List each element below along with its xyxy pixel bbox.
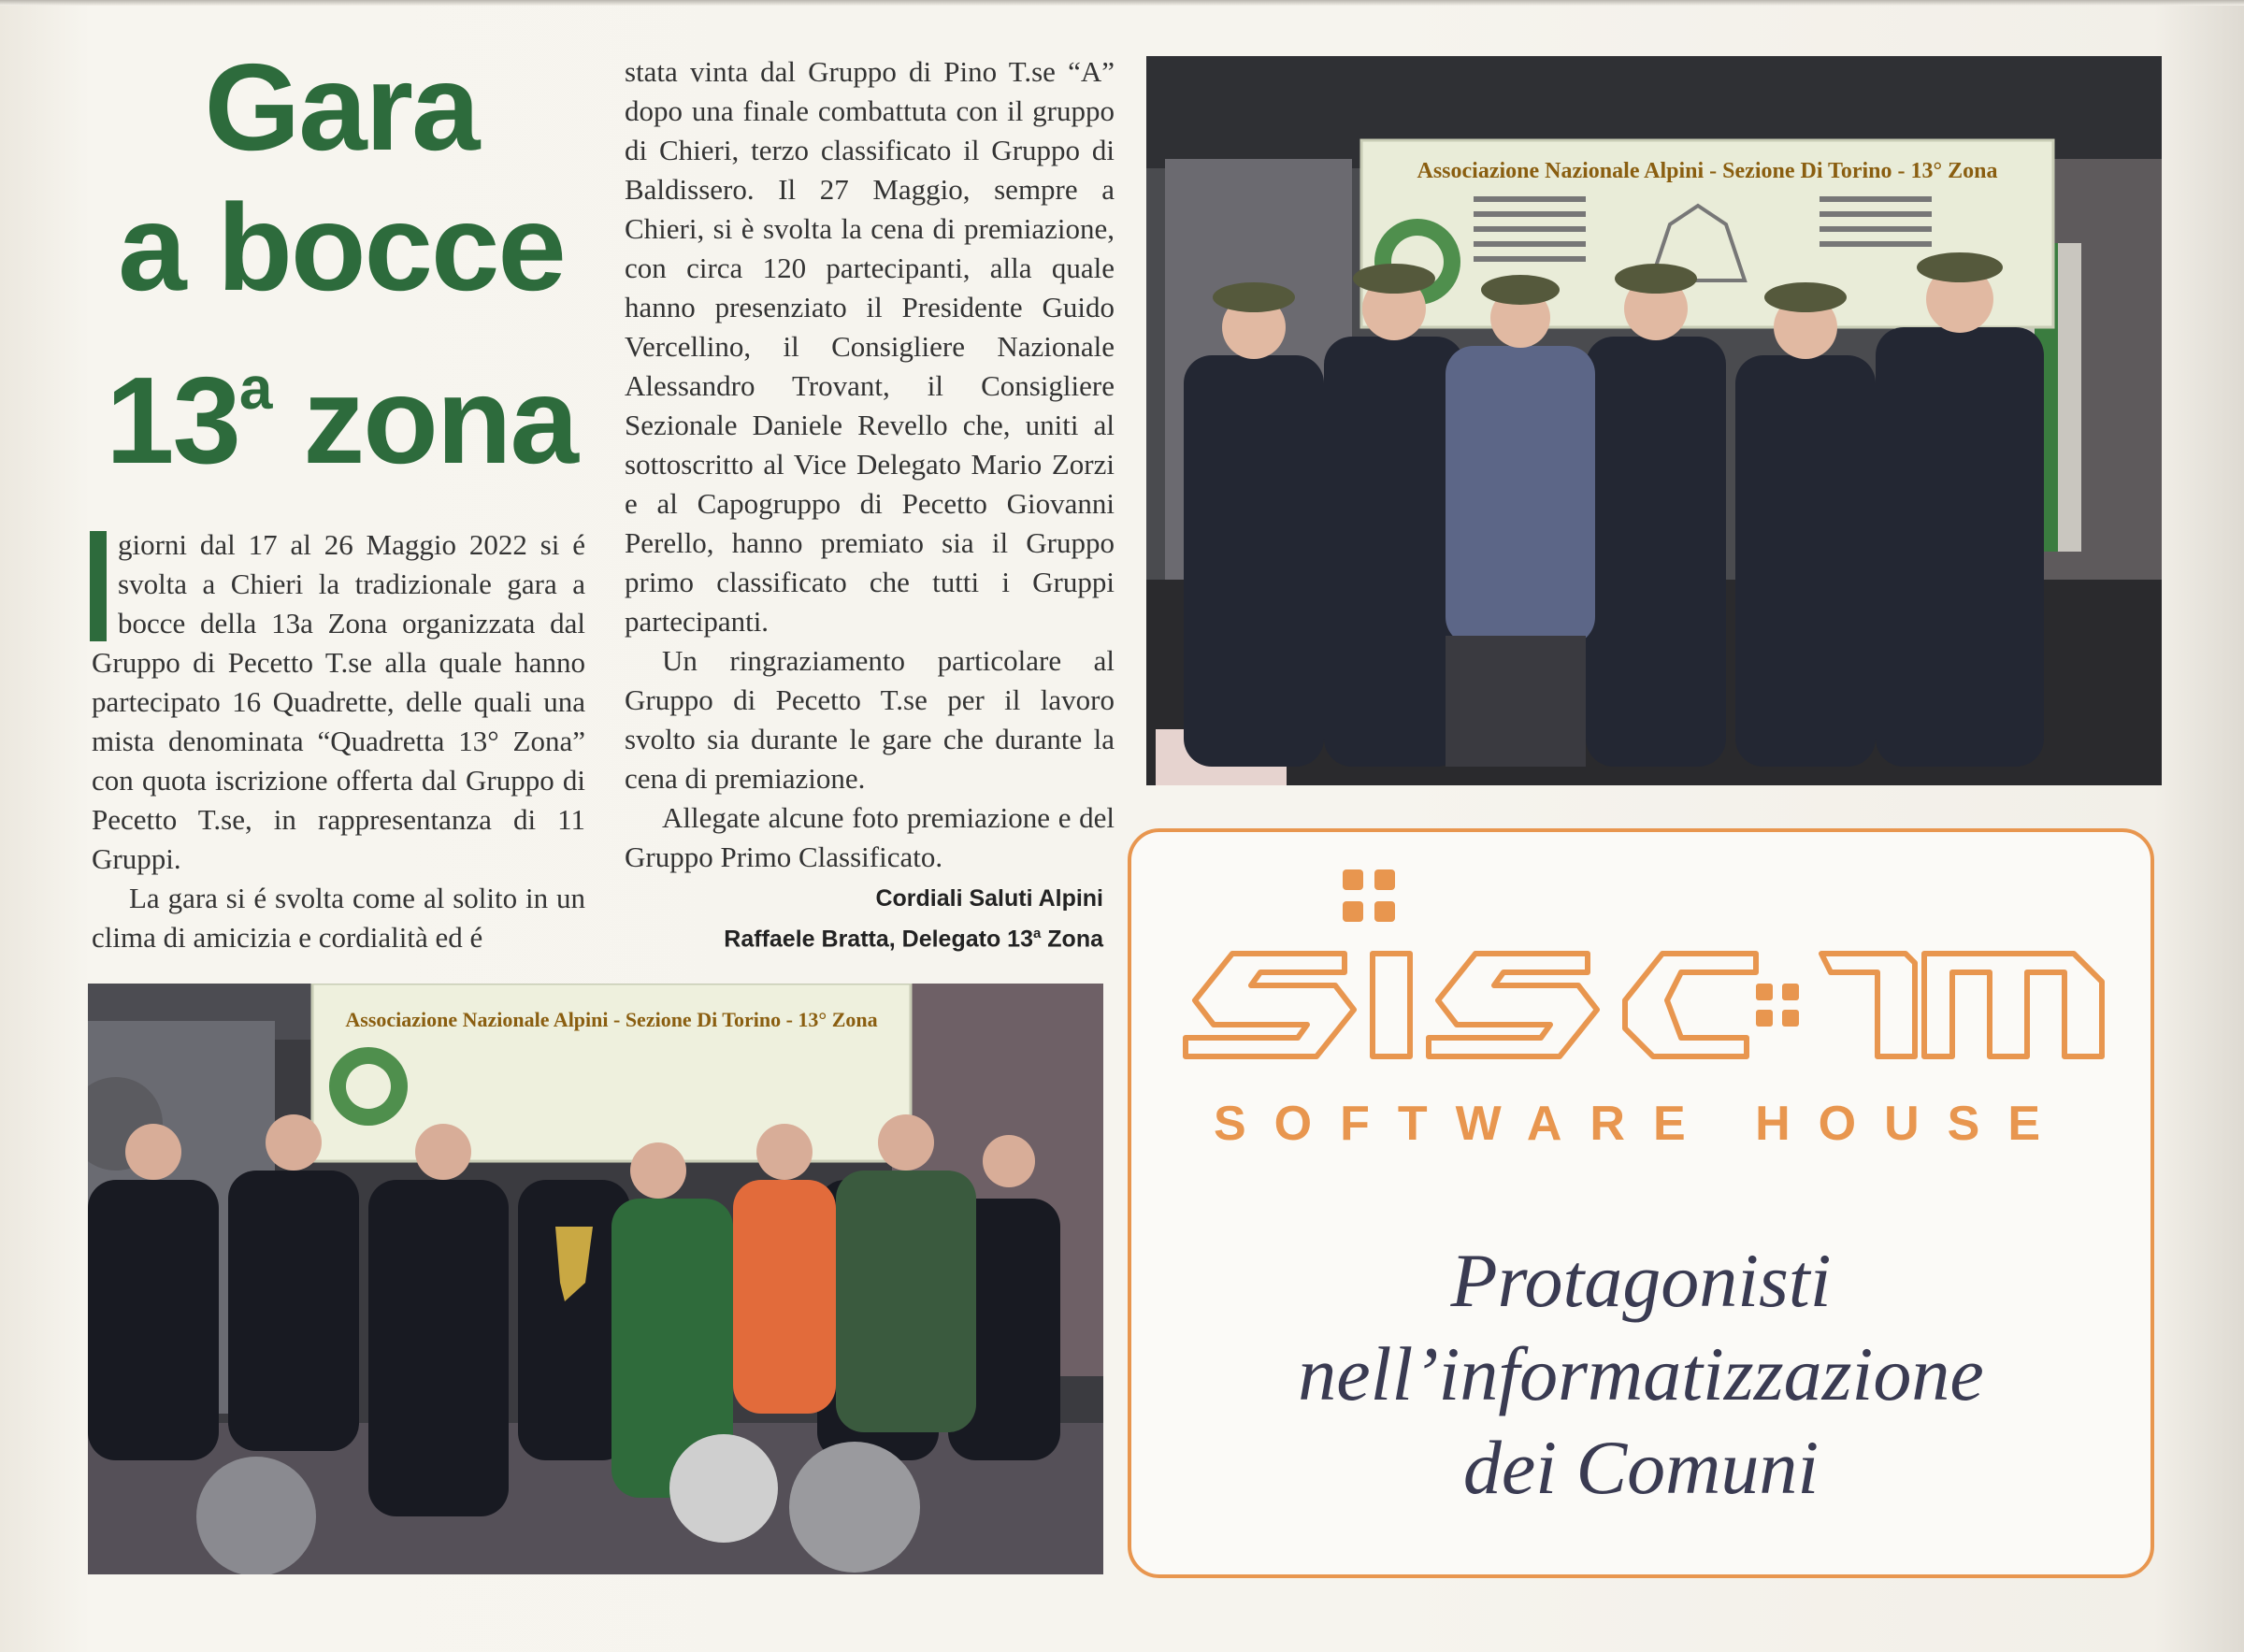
banner-text-1: Associazione Nazionale Alpini - Sezione Di Torino - 13° Zona — [1417, 159, 1998, 183]
siscom-logo — [1176, 869, 2111, 1085]
signoff-superscript: a — [1032, 926, 1042, 941]
trophy-photo — [88, 984, 1103, 1574]
title-tail: zona — [303, 352, 577, 489]
ad-tagline — [1169, 1234, 2113, 1515]
siscom-advertisement — [1128, 828, 2154, 1578]
article-paragraph — [92, 525, 585, 879]
ad-subtitle: SOFTWARE HOUSE — [1213, 1097, 2069, 1151]
title-number: 13 — [106, 352, 239, 489]
article-paragraph: Un ringraziamento particolare al Gruppo di Pecetto T.se per il lavoro svolto sia durante le gare che durante la cena di premiazione. — [625, 644, 1115, 795]
article-column-2 — [625, 52, 1115, 877]
page-edge — [0, 0, 2244, 6]
signoff-author — [654, 916, 1103, 956]
drop-cap — [90, 531, 107, 641]
tagline-line-2: nell’informatizzazione — [1298, 1331, 1984, 1416]
article-title — [56, 37, 626, 491]
tagline-line-1: Protagonisti — [1450, 1238, 1832, 1323]
signoff-greeting: Cordiali Saluti Alpini — [875, 885, 1103, 912]
title-superscript: a — [238, 354, 271, 422]
article-paragraph: La gara si é svolta come al solito in un clima di amicizia e cordialità ed é — [92, 882, 585, 954]
signoff-author-name: Raffaele Bratta, Delegato 13 — [724, 926, 1033, 953]
banner-text-2: Associazione Nazionale Alpini - Sezione Di Torino - 13° Zona — [345, 1008, 878, 1031]
title-line-3 — [56, 318, 626, 491]
trophy-photo-illustration — [88, 984, 1103, 1574]
group-photo — [1146, 56, 2162, 785]
article-paragraph: Allegate alcune foto premiazione e del Gruppo Primo Classificato. — [625, 801, 1115, 873]
article-signoff — [654, 881, 1103, 956]
article-paragraph: stata vinta dal Gruppo di Pino T.se “A” dopo una finale combattuta con il gruppo di Chieri, terzo classificato il Gruppo di Baldissero. Il 27 Maggio, sempre a Chieri, si è svolta la cena di premiazione, con circa 120 partecipanti, alla quale hanno presenziato il Presidente Guido Vercellino, il Consigliere Nazionale Alessandro Trovant, il Consigliere Sezionale Daniele Revello che, uniti al sottoscritto al Vice Delegato Mario Zorzi e al Capogruppo di Pecetto Giovanni Perello, hanno premiato sia il Gruppo primo classificato che tutti i Gruppi partecipanti. — [625, 55, 1115, 638]
title-line-1: Gara — [204, 38, 479, 176]
article-column-1 — [92, 525, 585, 957]
paragraph-text: giorni dal 17 al 26 Maggio 2022 si é svolta a Chieri la tradizionale gara a bocce della 13a Zona organizzata dal Gruppo di Pecetto T.se alla quale hanno partecipato 16 Quadrette, delle quali una mista denominata “Quadretta 13° Zona” con quota iscrizione offerta dal Gruppo di Pecetto T.se, in rappresentanza di 11 Gruppi. — [92, 528, 585, 875]
signoff-zone: Zona — [1047, 926, 1103, 953]
group-photo-illustration — [1146, 56, 2162, 785]
title-line-2: a bocce — [118, 179, 565, 316]
tagline-line-3: dei Comuni — [1462, 1425, 1820, 1510]
